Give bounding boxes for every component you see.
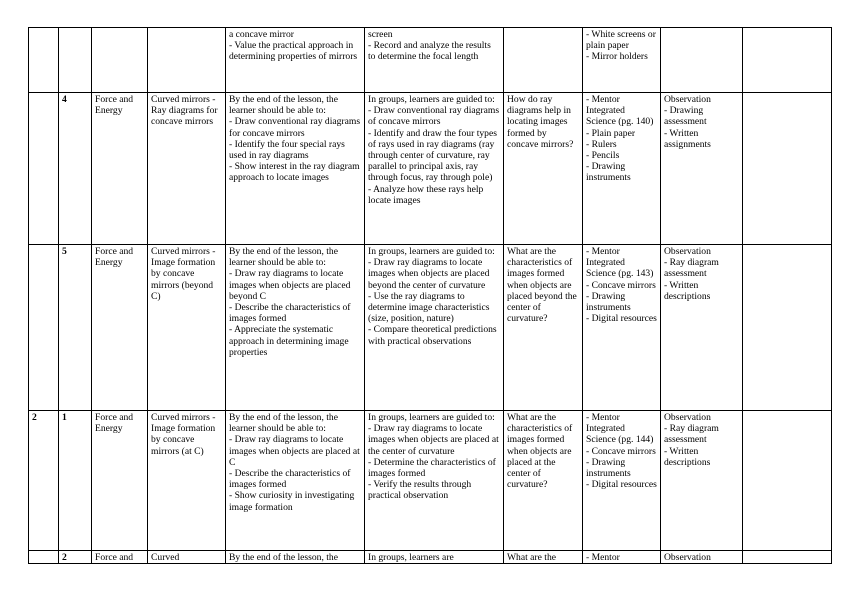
table-row (29, 411, 832, 551)
learning-outcomes-cell: By the end of the lesson, the learner should be able to: - Draw conventional ray diagrams for concave mirrors - Identify the four special rays used in ray diagrams - Show interest in the ray diagram approach to locate images (226, 93, 365, 245)
resources-cell: - Mentor Integrated Science (pg. 144) - Concave mirrors - Drawing instruments - Digital resources (583, 411, 661, 551)
week-cell (29, 245, 59, 411)
week-cell (29, 93, 59, 245)
sub-strand-cell: Curved (148, 551, 226, 564)
reflection-cell (743, 551, 832, 564)
table-row (29, 93, 832, 245)
reflection-cell (743, 245, 832, 411)
sub-strand-cell: Curved mirrors - Image formation by concave mirrors (beyond C) (148, 245, 226, 411)
sub-strand-cell: Curved mirrors - Ray diagrams for concave mirrors (148, 93, 226, 245)
assessment-cell: Observation - Drawing assessment - Written assignments (661, 93, 743, 245)
assessment-cell: Observation - Ray diagram assessment - Written descriptions (661, 245, 743, 411)
sub-strand-cell: Curved mirrors - Image formation by concave mirrors (at C) (148, 411, 226, 551)
scheme-of-work-table (28, 27, 832, 564)
strand-cell: Force and Energy (92, 411, 148, 551)
inquiry-question-cell (504, 28, 583, 93)
inquiry-question-cell: What are the characteristics of images formed when objects are placed beyond the center of curvature? (504, 245, 583, 411)
learning-outcomes-cell: By the end of the lesson, the learner should be able to: - Draw ray diagrams to locate images when objects are placed at C - Describe the characteristics of images formed - Show curiosity in investigating image formation (226, 411, 365, 551)
week-cell (29, 551, 59, 564)
lesson-cell: 1 (59, 411, 92, 551)
lesson-cell: 2 (59, 551, 92, 564)
assessment-cell: Observation (661, 551, 743, 564)
week-cell (29, 28, 59, 93)
inquiry-question-cell: How do ray diagrams help in locating images formed by concave mirrors? (504, 93, 583, 245)
strand-cell: Force and Energy (92, 245, 148, 411)
reflection-cell (743, 28, 832, 93)
assessment-cell (661, 28, 743, 93)
assessment-cell: Observation - Ray diagram assessment - Written descriptions (661, 411, 743, 551)
strand-cell: Force and Energy (92, 93, 148, 245)
inquiry-question-cell: What are the characteristics of images formed when objects are placed at the center of curvature? (504, 411, 583, 551)
learning-experiences-cell: In groups, learners are (365, 551, 504, 564)
table-row (29, 551, 832, 564)
strand-cell (92, 28, 148, 93)
learning-experiences-cell: screen - Record and analyze the results to determine the focal length (365, 28, 504, 93)
reflection-cell (743, 411, 832, 551)
learning-experiences-cell: In groups, learners are guided to: - Draw conventional ray diagrams of concave mirrors - Identify and draw the four types of rays used in ray diagrams (ray through center of curvature, ray parallel to principal axis, ray through focus, ray through pole) - Analyze how these rays help locate images (365, 93, 504, 245)
resources-cell: - White screens or plain paper - Mirror holders (583, 28, 661, 93)
learning-experiences-cell: In groups, learners are guided to: - Draw ray diagrams to locate images when objects are placed at the center of curvature - Determine the characteristics of images formed - Verify the results through practical observation (365, 411, 504, 551)
learning-outcomes-cell: By the end of the lesson, the learner should be able to: - Draw ray diagrams to locate images when objects are placed beyond C - Describe the characteristics of images formed - Appreciate the systematic approach in determining image properties (226, 245, 365, 411)
reflection-cell (743, 93, 832, 245)
lesson-cell (59, 28, 92, 93)
sub-strand-cell (148, 28, 226, 93)
table-row (29, 28, 832, 93)
learning-experiences-cell: In groups, learners are guided to: - Draw ray diagrams to locate images when objects are placed beyond the center of curvature - Use the ray diagrams to determine image characteristics (size, position, nature) - Compare theoretical predictions with practical observations (365, 245, 504, 411)
resources-cell: - Mentor Integrated Science (pg. 143) - Concave mirrors - Drawing instruments - Digital resources (583, 245, 661, 411)
lesson-cell: 5 (59, 245, 92, 411)
resources-cell: - Mentor (583, 551, 661, 564)
learning-outcomes-cell: a concave mirror - Value the practical approach in determining properties of mirrors (226, 28, 365, 93)
lesson-cell: 4 (59, 93, 92, 245)
resources-cell: - Mentor Integrated Science (pg. 140) - Plain paper - Rulers - Pencils - Drawing instruments (583, 93, 661, 245)
week-cell: 2 (29, 411, 59, 551)
strand-cell: Force and (92, 551, 148, 564)
inquiry-question-cell: What are the (504, 551, 583, 564)
learning-outcomes-cell: By the end of the lesson, the (226, 551, 365, 564)
table-row (29, 245, 832, 411)
